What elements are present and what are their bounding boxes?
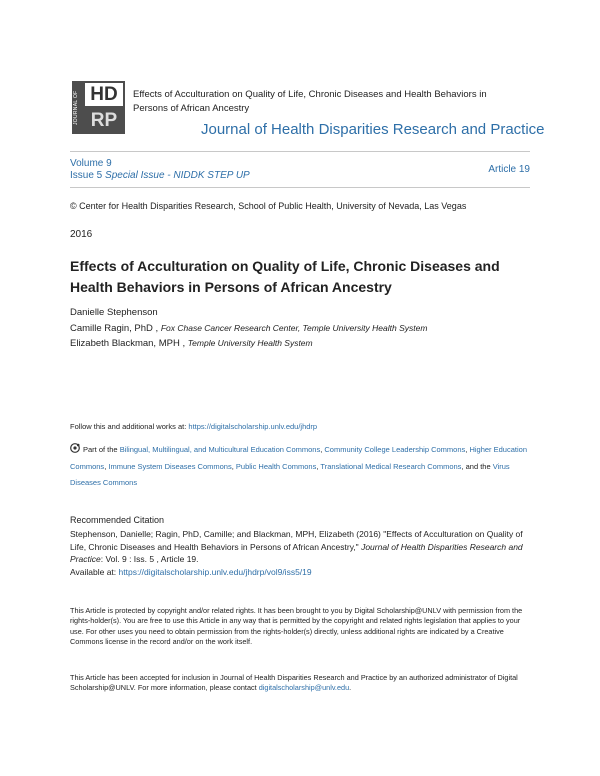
commons-link-translational[interactable]: Translational Medical Research Commons xyxy=(320,461,462,471)
repository-link[interactable]: https://digitalscholarship.unlv.edu/jhdrp xyxy=(188,422,318,431)
acceptance-text: This Article has been accepted for inclusion in Journal of Health Disparities Research and Practice by an authorized administrator of Digital Scholarship@UNLV. For more information, please contact xyxy=(70,673,518,693)
part-of-prefix: Part of the xyxy=(83,445,120,454)
copyright-line: © Center for Health Disparities Research, School of Public Health, University of Nevada, Las Vegas xyxy=(70,201,467,211)
issue-link[interactable] xyxy=(70,170,250,182)
author-affiliation: Fox Chase Cancer Research Center, Temple University Health System xyxy=(160,322,428,333)
logo-side-text: JOURNAL OF xyxy=(73,90,79,125)
rights-statement: This Article is protected by copyright and/or related rights. It has been brought to you by Digital Scholarship@UNLV with permission from the rights-holder(s). You are free to use this Article in any way that is permitted by the copyright and related rights legislation that applies to your use. For other uses you need to obtain permission from the rights-holder(s) directly, unless additional rights are indicated by a Creative Commons license in the record and/or on the work itself. xyxy=(70,606,523,646)
divider xyxy=(70,187,530,188)
journal-logo xyxy=(72,81,125,134)
follow-text: Follow this and additional works at: xyxy=(70,422,189,431)
issue-info[interactable] xyxy=(70,158,250,182)
article-link[interactable]: Article 19 xyxy=(488,164,530,175)
commons-link-public-health[interactable]: Public Health Commons xyxy=(235,461,317,471)
citation-text: Stephenson, Danielle; Ragin, PhD, Camille; and Blackman, MPH, Elizabeth (2016) "Effects of Acculturation on Quality of Life, Chronic Diseases and Health Behaviors in Persons of African Ancestry," xyxy=(70,529,523,552)
article-title: Effects of Acculturation on Quality of Life, Chronic Diseases and Health Behaviors in Persons of African Ancestry xyxy=(70,258,500,295)
citation-text-block xyxy=(70,528,530,578)
header-article-title: Effects of Acculturation on Quality of Life, Chronic Diseases and Health Behaviors in Persons of African Ancestry xyxy=(133,89,487,114)
issue-special: Special Issue - NIDDK STEP UP xyxy=(105,170,250,181)
contact-email-link[interactable]: digitalscholarship@unlv.edu xyxy=(258,683,350,693)
journal-name-link[interactable]: Journal of Health Disparities Research and Practice xyxy=(201,121,545,138)
citation-journal: Journal of Health Disparities Research and Practice xyxy=(70,541,523,564)
logo-hd: HD xyxy=(85,83,123,106)
follow-line xyxy=(70,422,317,431)
author-name: Camille Ragin, PhD xyxy=(70,322,153,334)
publication-year: 2016 xyxy=(70,229,93,240)
acceptance-statement xyxy=(70,673,530,694)
citation-heading: Recommended Citation xyxy=(70,515,165,525)
issue-number: Issue 5 xyxy=(70,170,103,181)
citation-details: : Vol. 9 : Iss. 5 , Article 19. xyxy=(100,554,199,564)
author-item: Camille Ragin, PhD , Fox Chase Cancer Research Center, Temple University Health System xyxy=(70,322,428,334)
part-of-section: Part of the Bilingual, Multilingual, and Multicultural Education Commons, Community College Leadership Commons, Higher Education Commons, Immune System Diseases Commons, Public Health Commons, Translational Medical Research Commons, and the Virus Diseases Commons xyxy=(70,445,527,487)
commons-link-community-college[interactable]: Community College Leadership Commons xyxy=(324,445,466,454)
commons-link-bilingual[interactable]: Bilingual, Multilingual, and Multicultural Education Commons xyxy=(119,445,321,454)
author-name: Danielle Stephenson xyxy=(70,307,158,318)
author-name: Elizabeth Blackman, MPH xyxy=(70,338,180,349)
commons-link-immune-system[interactable]: Immune System Diseases Commons xyxy=(108,461,232,471)
and-the-text: , and the xyxy=(461,461,493,471)
author-item xyxy=(70,306,427,321)
acceptance-end: . xyxy=(349,683,352,693)
author-list xyxy=(70,306,427,352)
commons-link-higher-education[interactable]: Higher Education Commons xyxy=(70,445,527,471)
author-affiliation: Temple University Health System xyxy=(187,338,313,348)
network-commons-icon xyxy=(70,443,80,453)
commons-link-virus[interactable]: Virus Diseases Commons xyxy=(70,461,510,487)
available-at-text: Available at: xyxy=(70,566,119,577)
author-item: Elizabeth Blackman, MPH , Temple University Health System xyxy=(70,338,313,349)
logo-rp: RP xyxy=(85,109,123,132)
volume-link[interactable]: Volume 9 xyxy=(70,158,112,169)
divider xyxy=(70,151,530,152)
article-url-link[interactable]: https://digitalscholarship.unlv.edu/jhdrp/vol9/iss5/19 xyxy=(118,566,312,577)
